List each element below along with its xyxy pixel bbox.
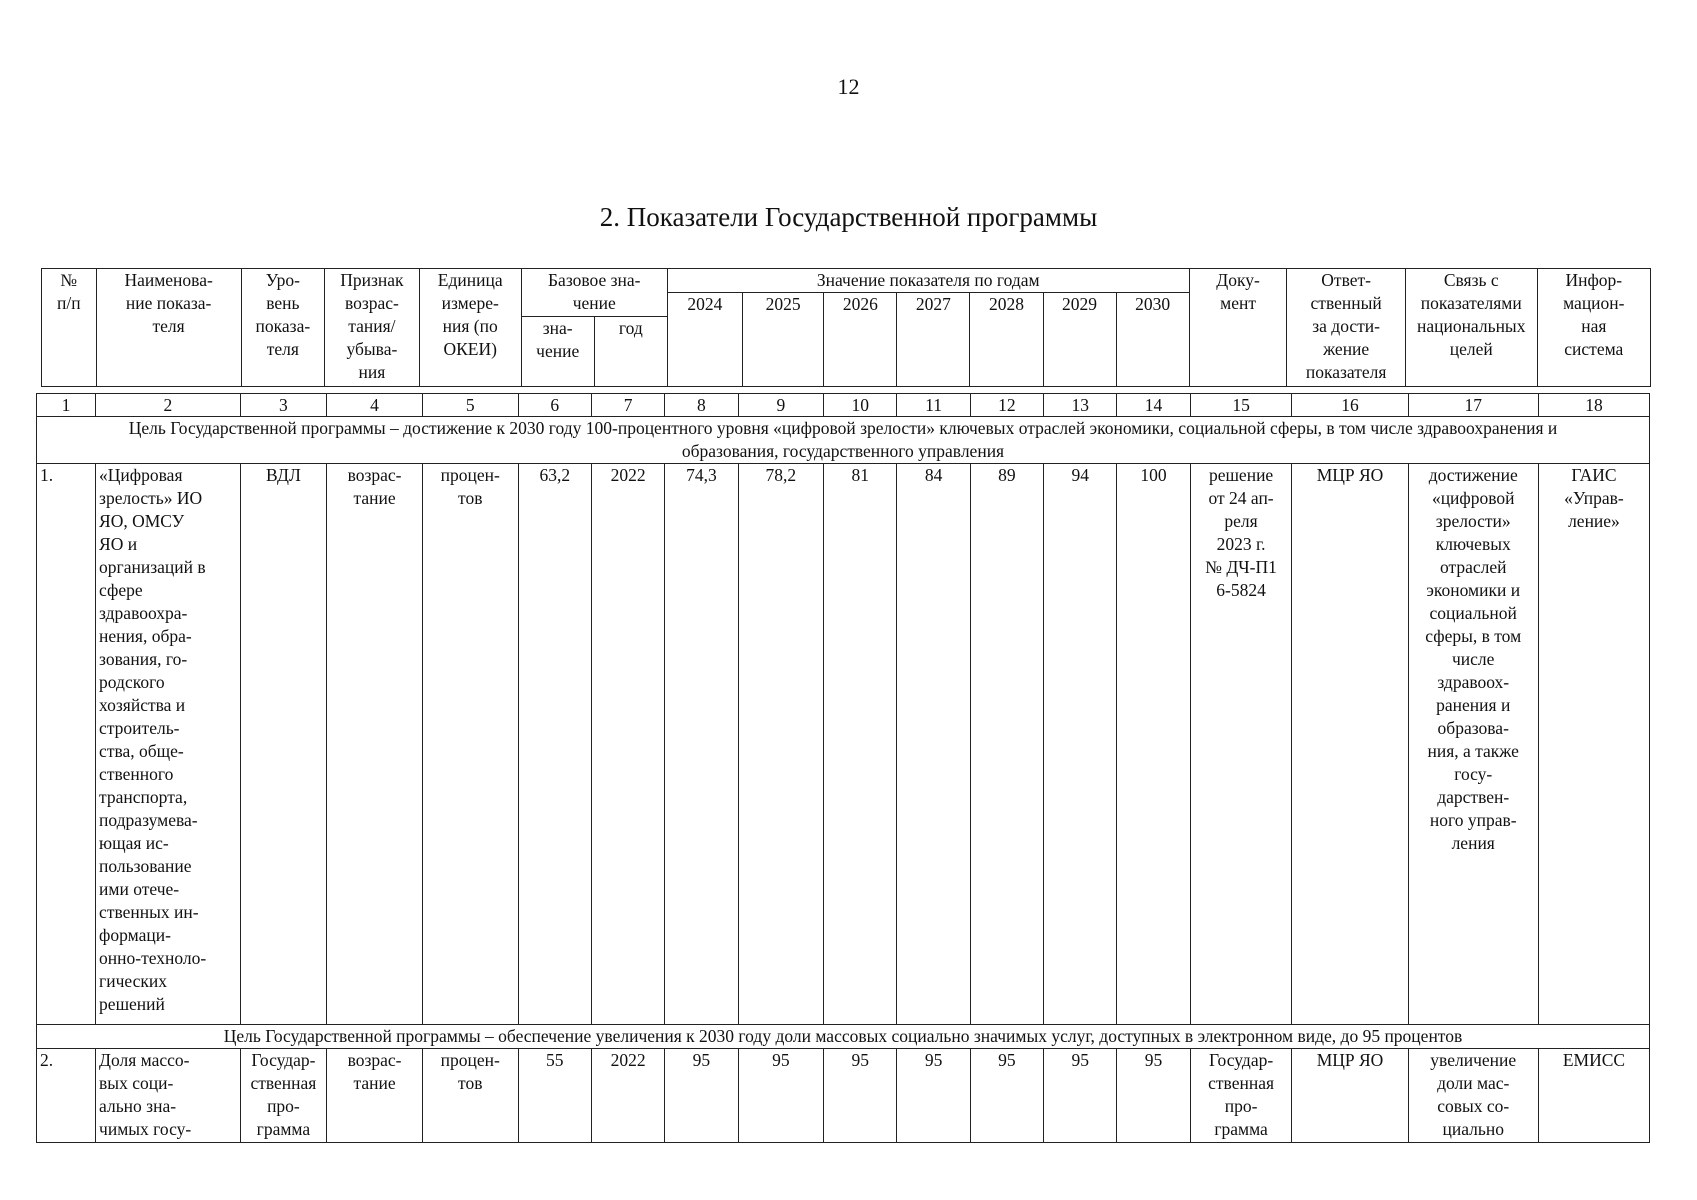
base-year: 2022 <box>591 1049 664 1143</box>
column-number: 3 <box>240 394 327 417</box>
column-number: 5 <box>422 394 518 417</box>
value-2030: 100 <box>1117 464 1190 1025</box>
indicator-name: Доля массо- вых соци- ально зна- чимых госу- <box>96 1049 241 1143</box>
column-number: 16 <box>1292 394 1408 417</box>
column-number: 12 <box>970 394 1043 417</box>
indicator-document: Государ- ственная про- грамма <box>1190 1049 1292 1143</box>
header-base-year: год <box>594 317 667 387</box>
indicator-sign: возрас- тание <box>327 464 423 1025</box>
goal-row <box>37 1025 1650 1049</box>
value-2030: 95 <box>1117 1049 1190 1143</box>
indicator-info-system: ГАИС «Управ- ление» <box>1538 464 1649 1025</box>
header-year: 2027 <box>897 293 970 387</box>
indicator-national-goal-link: достижение «цифровой зрелости» ключевых отраслей экономики и социальной сферы, в том числе здравоох- ранения и образова- ния, а также госу- дарствен- ного управ- ления <box>1408 464 1538 1025</box>
value-2026: 81 <box>824 464 897 1025</box>
goal-2-text: Цель Государственной программы – обеспечение увеличения к 2030 году доли массовых социально значимых услуг, доступных в электронном виде, до 95 процентов <box>37 1025 1650 1049</box>
header-values-by-year: Значение показателя по годам <box>667 269 1189 293</box>
indicator-sign: возрас- тание <box>327 1049 423 1143</box>
column-number: 11 <box>897 394 970 417</box>
column-number: 9 <box>738 394 824 417</box>
indicators-body-table <box>36 393 1650 1143</box>
header-year: 2029 <box>1043 293 1116 387</box>
column-number: 18 <box>1538 394 1649 417</box>
goal-row <box>37 417 1650 464</box>
indicator-name: «Цифровая зрелость» ИО ЯО, ОМСУ ЯО и организаций в сфере здравоохра- нения, обра- зования, го- родского хозяйства и строитель- ства, обще- ственного транспорта, подразумева- ющая ис- пользование ими отече- ственных ин- формаци- онно-техноло- гических решений <box>96 464 241 1025</box>
base-value: 63,2 <box>518 464 591 1025</box>
header-base: Базовое зна- чение <box>521 269 667 317</box>
column-number: 6 <box>518 394 591 417</box>
header-document: Доку- мент <box>1189 269 1287 387</box>
indicator-row <box>37 464 1650 1025</box>
header-year: 2030 <box>1116 293 1189 387</box>
indicators-header-table <box>41 268 1651 387</box>
section-title: 2. Показатели Государственной программы <box>599 202 1098 232</box>
value-2026: 95 <box>824 1049 897 1143</box>
value-2025: 95 <box>738 1049 824 1143</box>
column-number: 1 <box>37 394 96 417</box>
column-number: 7 <box>591 394 664 417</box>
value-2025: 78,2 <box>738 464 824 1025</box>
header-info-system: Инфор- мацион- ная система <box>1537 269 1650 387</box>
value-2029: 94 <box>1044 464 1117 1025</box>
column-number: 13 <box>1044 394 1117 417</box>
value-2029: 95 <box>1044 1049 1117 1143</box>
indicator-unit: процен- тов <box>422 464 518 1025</box>
column-number: 2 <box>96 394 241 417</box>
column-number: 4 <box>327 394 423 417</box>
row-number: 2. <box>37 1049 96 1143</box>
value-2024: 74,3 <box>665 464 738 1025</box>
header-unit: Единица измере- ния (по ОКЕИ) <box>419 269 521 387</box>
column-numbers-row <box>37 394 1650 417</box>
header-year: 2026 <box>824 293 897 387</box>
header-year: 2025 <box>742 293 823 387</box>
indicator-responsible: МЦР ЯО <box>1292 1049 1408 1143</box>
indicator-document: решение от 24 ап- реля 2023 г. № ДЧ-П1 6-5824 <box>1190 464 1292 1025</box>
page-number: 12 <box>837 74 860 99</box>
value-2024: 95 <box>665 1049 738 1143</box>
column-number: 14 <box>1117 394 1190 417</box>
indicator-level: ВДЛ <box>240 464 327 1025</box>
goal-1-text: Цель Государственной программы – достижение к 2030 году 100-процентного уровня «цифровой зрелости» ключевых отраслей экономики, социальной сферы, в том числе здравоохранения и образования, государственного управления <box>37 417 1650 464</box>
value-2028: 89 <box>970 464 1043 1025</box>
base-value: 55 <box>518 1049 591 1143</box>
header-sign: Признак возрас- тания/ убыва- ния <box>325 269 420 387</box>
header-name: Наименова- ние показа- теля <box>96 269 241 387</box>
header-year: 2028 <box>970 293 1043 387</box>
value-2027: 95 <box>897 1049 970 1143</box>
header-responsible: Ответ- ственный за дости- жение показателя <box>1287 269 1405 387</box>
indicator-info-system: ЕМИСС <box>1538 1049 1649 1143</box>
row-number: 1. <box>37 464 96 1025</box>
column-number: 15 <box>1190 394 1292 417</box>
indicator-row <box>37 1049 1650 1143</box>
column-number: 8 <box>665 394 738 417</box>
column-number: 17 <box>1408 394 1538 417</box>
base-year: 2022 <box>591 464 664 1025</box>
header-base-value: зна- чение <box>521 317 594 387</box>
indicator-responsible: МЦР ЯО <box>1292 464 1408 1025</box>
header-year: 2024 <box>667 293 742 387</box>
indicator-level: Государ- ственная про- грамма <box>240 1049 327 1143</box>
header-national-goals-link: Связь с показателями национальных целей <box>1405 269 1537 387</box>
value-2028: 95 <box>970 1049 1043 1143</box>
indicator-national-goal-link: увеличение доли мас- совых со- циально <box>1408 1049 1538 1143</box>
column-number: 10 <box>824 394 897 417</box>
indicator-unit: процен- тов <box>422 1049 518 1143</box>
header-level: Уро- вень показа- теля <box>241 269 324 387</box>
value-2027: 84 <box>897 464 970 1025</box>
header-no: № п/п <box>42 269 97 387</box>
